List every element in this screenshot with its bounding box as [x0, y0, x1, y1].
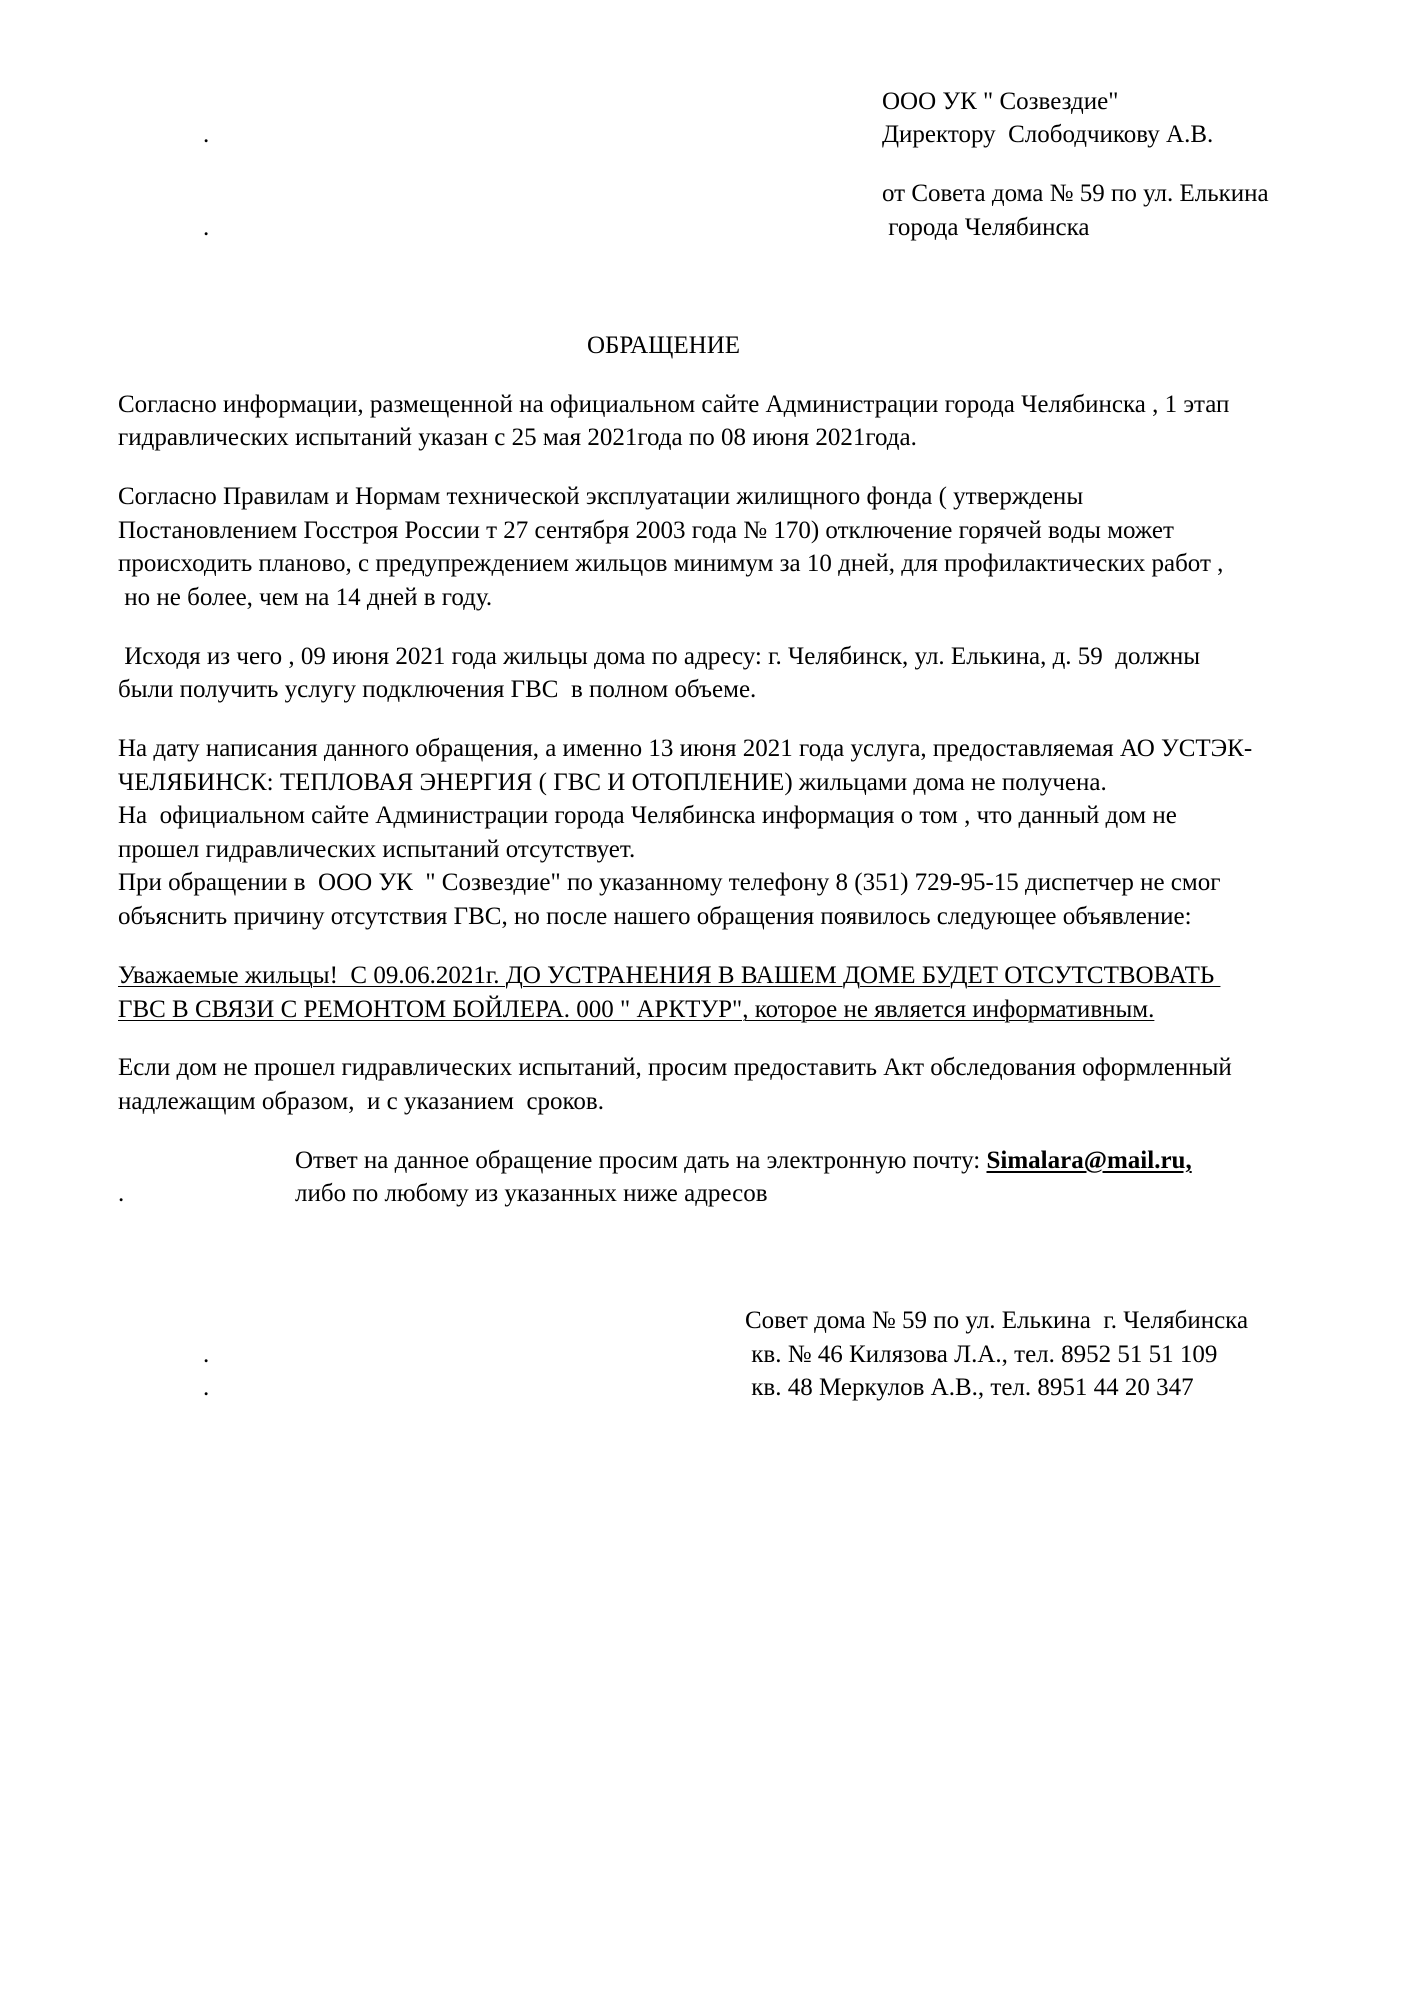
header-sender: от Совета дома № 59 по ул. Елькина [882, 180, 1269, 207]
reply-text: Ответ на данное обращение просим дать на электронную почту: [295, 1147, 987, 1174]
paragraph-line: гидравлических испытаний указан с 25 мая 2021года по 08 июня 2021года. [118, 424, 917, 451]
paragraph-line: На официальном сайте Администрации города Челябинска информация о том , что данный дом не [118, 802, 1177, 829]
email-link[interactable]: Simalara@mail.ru, [986, 1147, 1192, 1174]
header-dot: . [203, 121, 210, 148]
reply-line [295, 1144, 1192, 1178]
signature-contact: кв. 48 Меркулов А.В., тел. 8951 44 20 347 [745, 1374, 1194, 1401]
paragraph-line: ЧЕЛЯБИНСК: ТЕПЛОВАЯ ЭНЕРГИЯ ( ГВС И ОТОПЛЕНИЕ) жильцами дома не получена. [118, 769, 1107, 796]
signature-dot: . [203, 1341, 210, 1368]
header-recipient-director: Директору Слободчикову А.В. [882, 121, 1214, 148]
paragraph-line: Согласно Правилам и Нормам технической эксплуатации жилищного фонда ( утверждены [118, 483, 1084, 510]
reply-line: либо по любому из указанных ниже адресов [295, 1180, 768, 1207]
header-recipient-company: ООО УК " Созвездие" [882, 88, 1119, 115]
paragraph-line: объяснить причину отсутствия ГВС, но после нашего обращения появилось следующее объявление: [118, 903, 1192, 930]
paragraph-line: При обращении в ООО УК " Созвездие" по указанному телефону 8 (351) 729-95-15 диспетчер не смог [118, 869, 1221, 896]
paragraph-line: Исходя из чего , 09 июня 2021 года жильцы дома по адресу: г. Челябинск, ул. Елькина, д. 59 должны [118, 643, 1201, 670]
paragraph-line: Постановлением Госстроя России т 27 сентября 2003 года № 170) отключение горячей воды может [118, 517, 1174, 544]
paragraph-line: Если дом не прошел гидравлических испытаний, просим предоставить Акт обследования оформленный [118, 1054, 1232, 1081]
notice-line: ГВС В СВЯЗИ С РЕМОНТОМ БОЙЛЕРА. 000 " АРКТУР", которое не является информативным. [118, 996, 1155, 1023]
notice-line: Уважаемые жильцы! С 09.06.2021г. ДО УСТРАНЕНИЯ В ВАШЕМ ДОМЕ БУДЕТ ОТСУТСТВОВАТЬ [118, 962, 1221, 989]
paragraph-line: Согласно информации, размещенной на официальном сайте Администрации города Челябинска , 1 этап [118, 391, 1230, 418]
paragraph-line: происходить планово, с предупреждением жильцов минимум за 10 дней, для профилактических работ , [118, 550, 1224, 577]
signature-dot: . [203, 1374, 210, 1401]
signature-council: Совет дома № 59 по ул. Елькина г. Челябинска [745, 1307, 1249, 1334]
header-sender-city: города Челябинска [882, 214, 1090, 241]
paragraph-line: прошел гидравлических испытаний отсутствует. [118, 836, 636, 863]
signature-contact: кв. № 46 Килязова Л.А., тел. 8952 51 51 109 [745, 1341, 1218, 1368]
paragraph-line: На дату написания данного обращения, а именно 13 июня 2021 года услуга, предоставляемая АО УСТЭК- [118, 735, 1253, 762]
header-dot: . [203, 214, 210, 241]
paragraph-line: но не более, чем на 14 дней в году. [118, 584, 493, 611]
paragraph-line: были получить услугу подключения ГВС в полном объеме. [118, 676, 757, 703]
document-title: ОБРАЩЕНИЕ [587, 332, 741, 359]
reply-dot: . [118, 1180, 125, 1207]
paragraph-line: надлежащим образом, и с указанием сроков. [118, 1088, 604, 1115]
